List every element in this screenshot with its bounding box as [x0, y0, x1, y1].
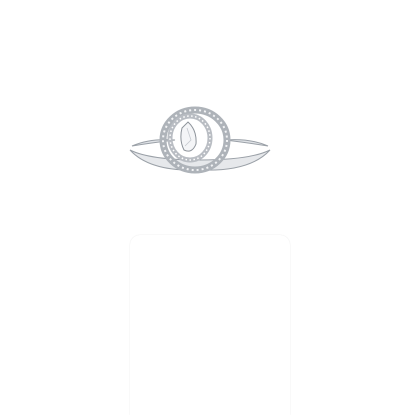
ring-image	[130, 110, 270, 170]
price-tag	[130, 235, 290, 415]
center-stone	[181, 122, 196, 151]
